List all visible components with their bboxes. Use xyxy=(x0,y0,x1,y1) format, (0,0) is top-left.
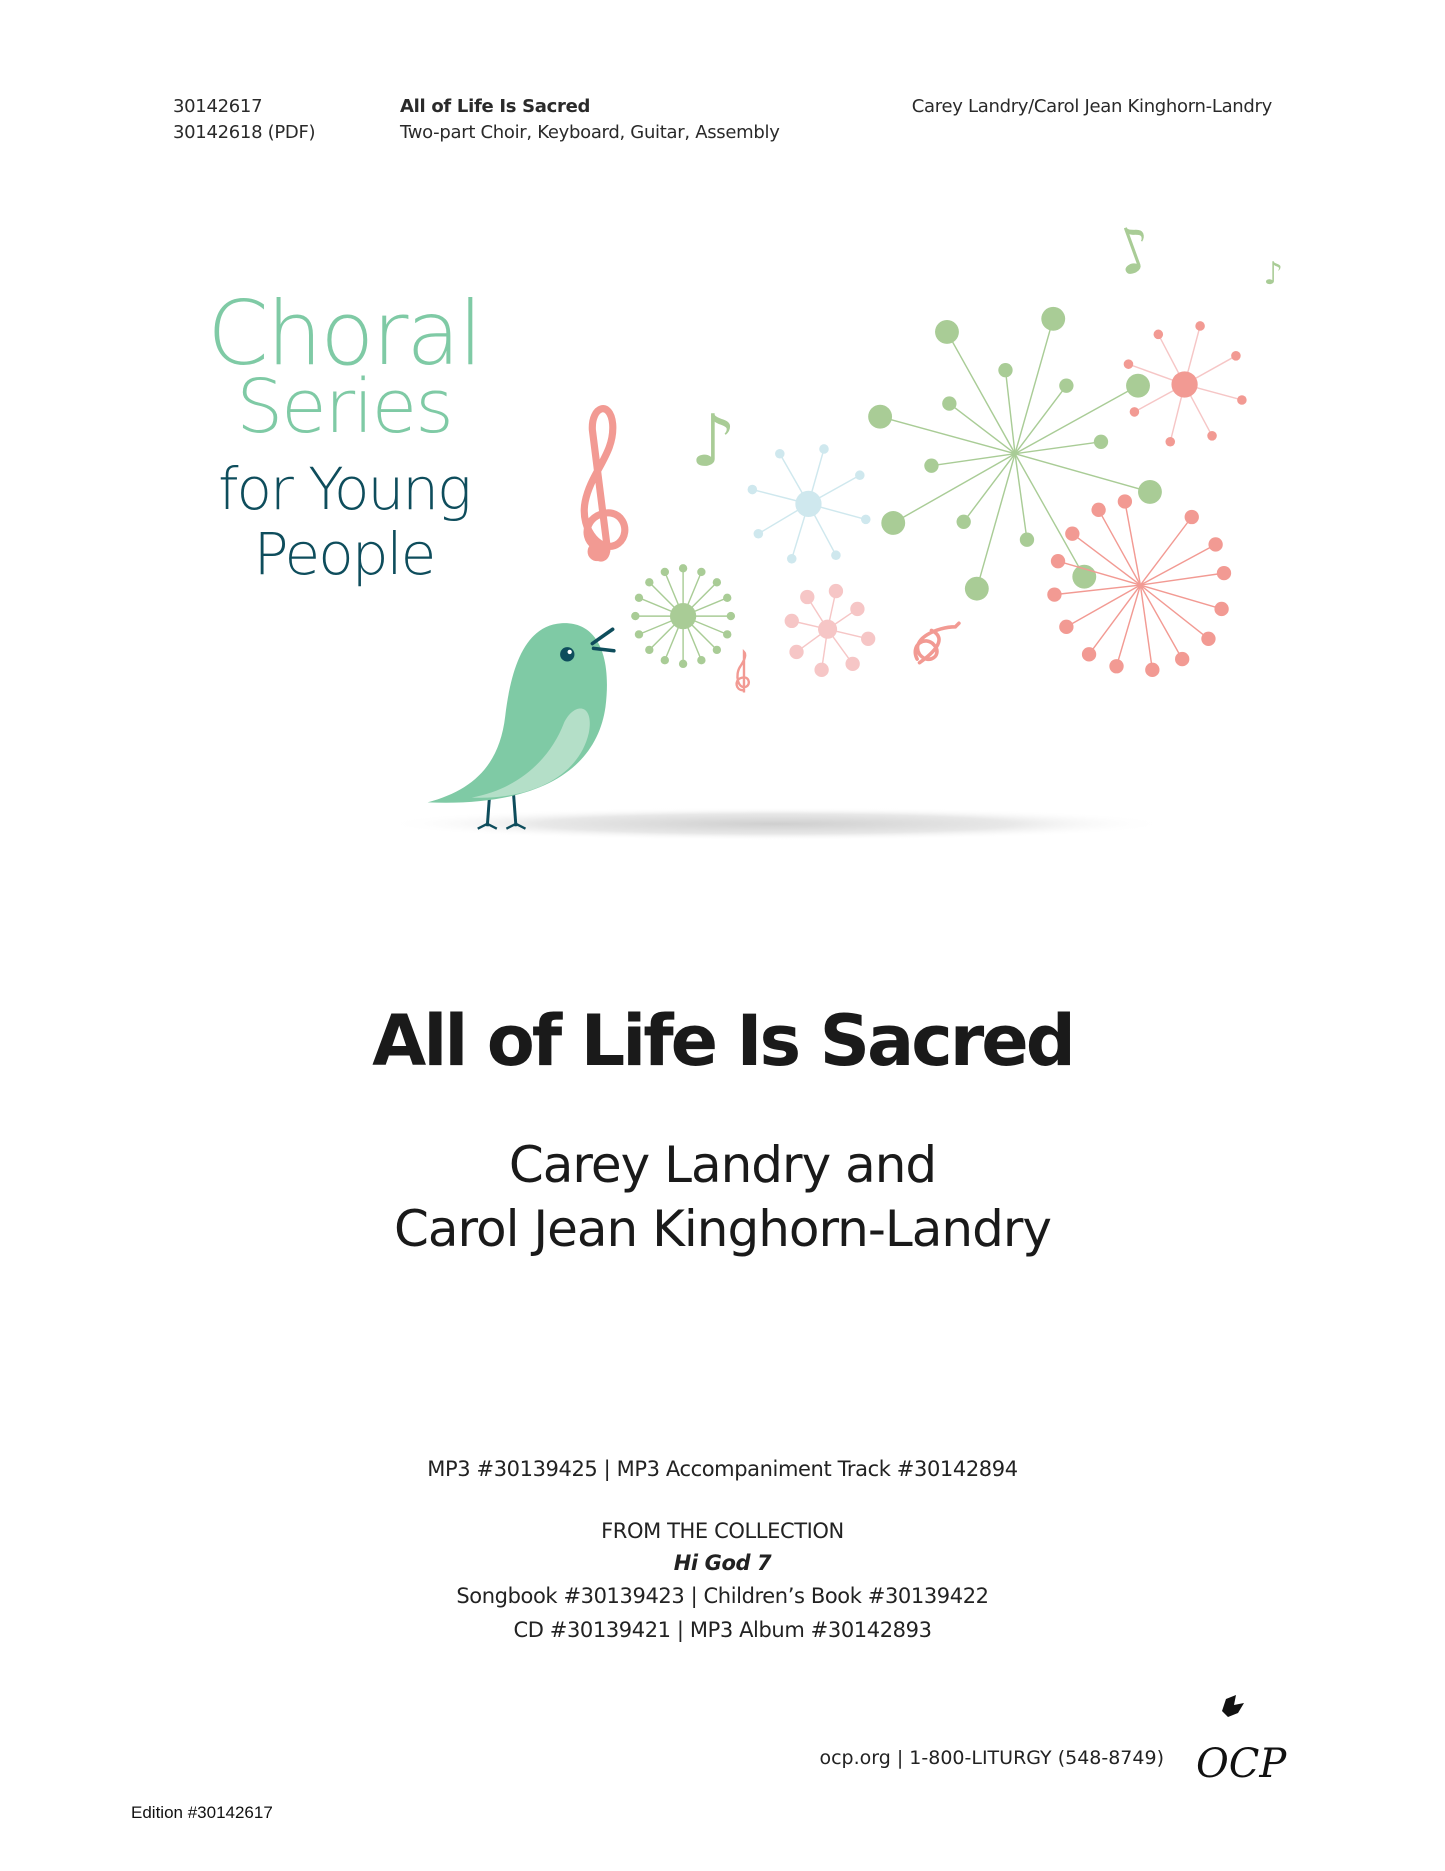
burst-dot xyxy=(1175,652,1189,666)
burst-dot xyxy=(1059,620,1073,634)
burst-dot xyxy=(661,656,669,664)
song-info xyxy=(400,94,780,146)
burst-dot xyxy=(1041,307,1065,331)
burst-dot xyxy=(1195,321,1205,331)
burst-dot xyxy=(775,449,785,459)
burst-blue xyxy=(748,444,871,563)
bird-illustration xyxy=(428,623,614,828)
cd-info: CD #30139421 | MP3 Album #30142893 xyxy=(513,1618,932,1642)
burst-dot xyxy=(1065,527,1079,541)
burst-dot xyxy=(1207,431,1217,441)
burst-dot xyxy=(789,645,803,659)
product-numbers xyxy=(173,94,315,146)
series-line-choral: Choral xyxy=(207,282,481,385)
burst-dot xyxy=(1138,480,1162,504)
burst-dot xyxy=(814,663,828,677)
burst-dot xyxy=(845,657,859,671)
header-song-title: All of Life Is Sacred xyxy=(400,96,591,117)
burst-dot xyxy=(679,564,687,572)
burst-dot xyxy=(635,594,643,602)
authors xyxy=(0,1133,1445,1261)
burst-dot xyxy=(1109,659,1123,673)
edition-label: Edition #30142617 xyxy=(131,1803,273,1822)
burst-dot xyxy=(1185,510,1199,524)
burst-pale-pink xyxy=(785,584,876,677)
burst-dot xyxy=(679,660,687,668)
eighth-note-icon: ♪ xyxy=(1102,209,1165,292)
burst-dot xyxy=(924,458,938,472)
burst-dot xyxy=(787,554,797,564)
ground-shadow xyxy=(382,807,1170,840)
burst-coral-large xyxy=(1047,494,1231,677)
burst-dot xyxy=(1165,437,1175,447)
burst-dot xyxy=(850,602,864,616)
burst-dot xyxy=(631,612,639,620)
burst-dot xyxy=(861,632,875,646)
burst-dot xyxy=(661,568,669,576)
burst-dot xyxy=(1047,587,1061,601)
edition-number: 30142617 xyxy=(173,96,263,117)
songbook-info: Songbook #30139423 | Children’s Book #30139422 xyxy=(456,1584,989,1608)
burst-dot xyxy=(861,515,871,525)
burst-dot xyxy=(831,550,841,560)
eighth-note-icon: ♪ xyxy=(690,399,736,483)
burst-dot xyxy=(1124,359,1134,369)
burst-dot xyxy=(819,444,829,454)
burst-dot xyxy=(1130,407,1140,417)
burst-dot xyxy=(723,594,731,602)
contact-info: ocp.org | 1-800-LITURGY (548-8749) xyxy=(819,1747,1164,1769)
burst-dot xyxy=(957,515,971,529)
series-line-people: People xyxy=(253,520,435,588)
burst-dot xyxy=(800,590,814,604)
burst-dot xyxy=(635,630,643,638)
burst-dot xyxy=(713,578,721,586)
burst-dot xyxy=(935,320,959,344)
burst-dot xyxy=(697,656,705,664)
eighth-note-icon: ♪ xyxy=(1263,256,1284,293)
burst-dot xyxy=(855,470,865,480)
burst-dot xyxy=(1201,632,1215,646)
burst-dot xyxy=(723,630,731,638)
burst-dot xyxy=(645,646,653,654)
burst-dot xyxy=(881,511,905,535)
ocp-logo xyxy=(1192,1695,1287,1787)
burst-dot xyxy=(868,405,892,429)
header-composers: Carey Landry/Carol Jean Kinghorn-Landry xyxy=(911,96,1272,117)
collection-name: Hi God 7 xyxy=(673,1551,772,1575)
burst-dot xyxy=(1217,566,1231,580)
burst-green-large xyxy=(868,307,1162,601)
page-title: All of Life Is Sacred xyxy=(372,1000,1073,1082)
burst-dot xyxy=(754,529,764,539)
burst-dot xyxy=(1208,537,1222,551)
from-collection-label: FROM THE COLLECTION xyxy=(601,1519,844,1543)
burst-dot xyxy=(1051,554,1065,568)
burst-dot xyxy=(965,577,989,601)
burst-dot xyxy=(1214,602,1228,616)
burst-dot xyxy=(1091,503,1105,517)
treble-clef-small-icon xyxy=(737,652,749,693)
burst-dot xyxy=(1145,663,1159,677)
burst-dot xyxy=(998,363,1012,377)
author-line-1: Carey Landry and xyxy=(508,1136,937,1194)
burst-dot xyxy=(1118,494,1132,508)
burst-dot xyxy=(785,614,799,628)
series-line-for-young: for Young xyxy=(218,455,470,523)
burst-dot xyxy=(829,584,843,598)
burst-dot xyxy=(1020,533,1034,547)
burst-dot xyxy=(1082,647,1096,661)
series-line-series: Series xyxy=(236,364,452,450)
logo-text: OCP xyxy=(1196,1741,1287,1787)
pdf-number: 30142618 (PDF) xyxy=(173,122,316,143)
burst-dot xyxy=(1154,330,1164,340)
mp3-info: MP3 #30139425 | MP3 Accompaniment Track #30142894 xyxy=(427,1457,1018,1481)
burst-dot xyxy=(713,646,721,654)
burst-dot xyxy=(1237,395,1247,405)
voicing: Two-part Choir, Keyboard, Guitar, Assembly xyxy=(400,122,780,143)
treble-clef-icon xyxy=(584,409,625,558)
burst-dot xyxy=(942,396,956,410)
burst-dot xyxy=(697,568,705,576)
burst-dot xyxy=(1231,351,1241,361)
burst-dot xyxy=(1126,374,1150,398)
burst-dot xyxy=(645,578,653,586)
burst-green-small xyxy=(631,564,735,668)
burst-dot xyxy=(727,612,735,620)
treble-clef-sideways-icon xyxy=(915,623,959,662)
burst-dot xyxy=(748,485,758,495)
burst-dot xyxy=(1094,435,1108,449)
burst-dot xyxy=(1059,378,1073,392)
author-line-2: Carol Jean Kinghorn-Landry xyxy=(394,1200,1051,1258)
